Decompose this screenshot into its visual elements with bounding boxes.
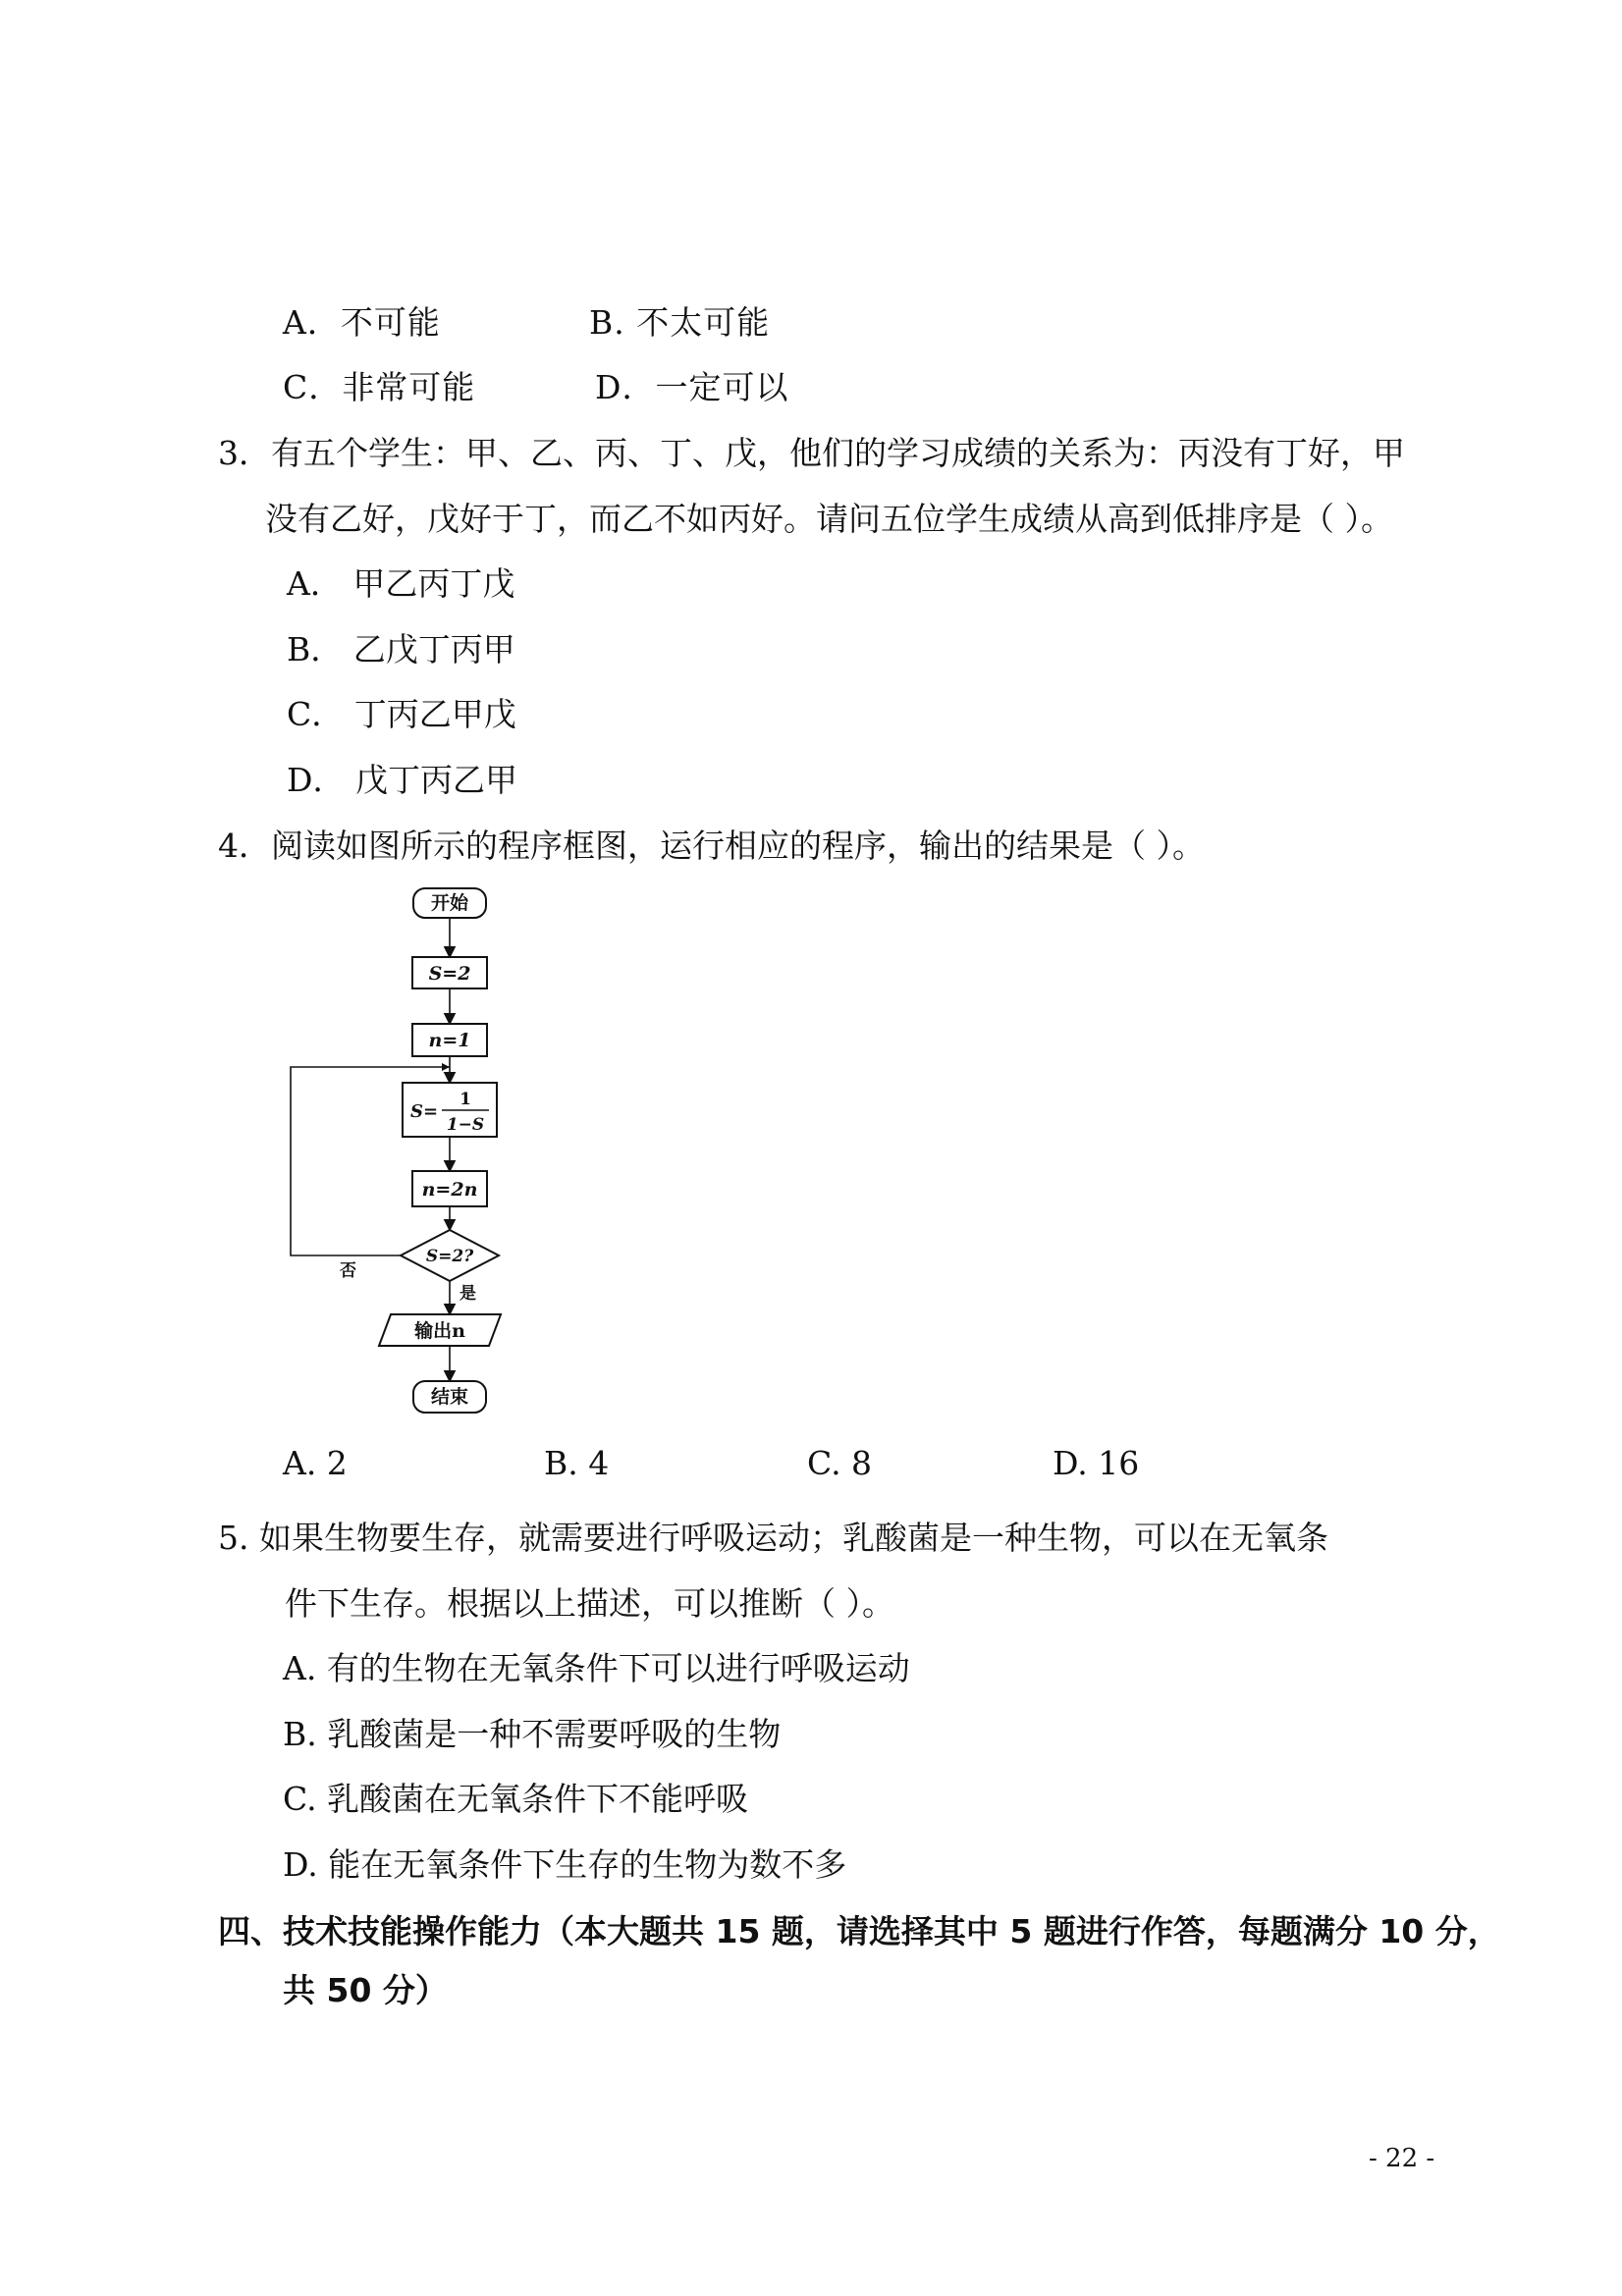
s-init-label: S=2	[428, 963, 471, 985]
section4-heading-line2: 共 50 分）	[283, 1971, 448, 2009]
page-number: - 22 -	[1369, 2144, 1435, 2173]
q3-option-d: D． 戊丁丙乙甲	[287, 761, 517, 799]
q2-option-a: A．不可能	[283, 303, 441, 342]
n-update-label: n=2n	[421, 1179, 478, 1201]
q4-stem: 4．阅读如图所示的程序框图，运行相应的程序，输出的结果是（ ）。	[218, 827, 1205, 865]
q5-option-d: D. 能在无氧条件下生存的生物为数不多	[283, 1845, 847, 1884]
q3-stem-line2: 没有乙好，戊好于丁，而乙不如丙好。请问五位学生成绩从高到低排序是（ ）。	[265, 500, 1393, 538]
n-init-label: n=1	[428, 1030, 471, 1051]
q5-option-b: B. 乳酸菌是一种不需要呼吸的生物	[283, 1715, 782, 1753]
end-label: 结束	[430, 1386, 469, 1408]
q2-option-d: D．一定可以	[595, 368, 789, 406]
q3-option-a: A． 甲乙丙丁戊	[287, 564, 515, 603]
s-update-lhs: S=	[410, 1101, 439, 1122]
q4-option-b: B. 4	[544, 1444, 610, 1482]
start-label: 开始	[430, 892, 469, 914]
no-branch-label: 否	[340, 1261, 356, 1281]
q5-stem-line2: 件下生存。根据以上描述，可以推断（ ）。	[285, 1584, 894, 1623]
s-update-denominator: 1−S	[446, 1115, 485, 1135]
q4-option-c: C. 8	[807, 1444, 873, 1482]
q4-option-a: A. 2	[283, 1444, 348, 1482]
q5-option-a: A. 有的生物在无氧条件下可以进行呼吸运动	[283, 1649, 910, 1687]
condition-label: S=2?	[425, 1247, 474, 1266]
q2-option-c: C．非常可能	[283, 368, 476, 406]
q5-stem-line1: 5. 如果生物要生存，就需要进行呼吸运动；乳酸菌是一种生物，可以在无氧条	[218, 1519, 1328, 1557]
program-flowchart	[285, 879, 520, 1428]
yes-branch-label: 是	[460, 1284, 476, 1304]
q3-stem-line1: 3．有五个学生：甲、乙、丙、丁、戊，他们的学习成绩的关系为：丙没有丁好，甲	[218, 434, 1405, 472]
q3-option-c: C． 丁丙乙甲戊	[287, 695, 516, 733]
s-update-numerator: 1	[460, 1090, 471, 1109]
q5-option-c: C. 乳酸菌在无氧条件下不能呼吸	[283, 1780, 749, 1818]
section4-heading-line1: 四、技术技能操作能力（本大题共 15 题，请选择其中 5 题进行作答，每题满分 10 分，	[218, 1912, 1500, 1950]
output-label: 输出n	[414, 1320, 465, 1342]
q3-option-b: B． 乙戊丁丙甲	[287, 630, 515, 668]
q4-option-d: D. 16	[1053, 1444, 1140, 1482]
q2-option-b: B. 不太可能	[589, 303, 771, 342]
